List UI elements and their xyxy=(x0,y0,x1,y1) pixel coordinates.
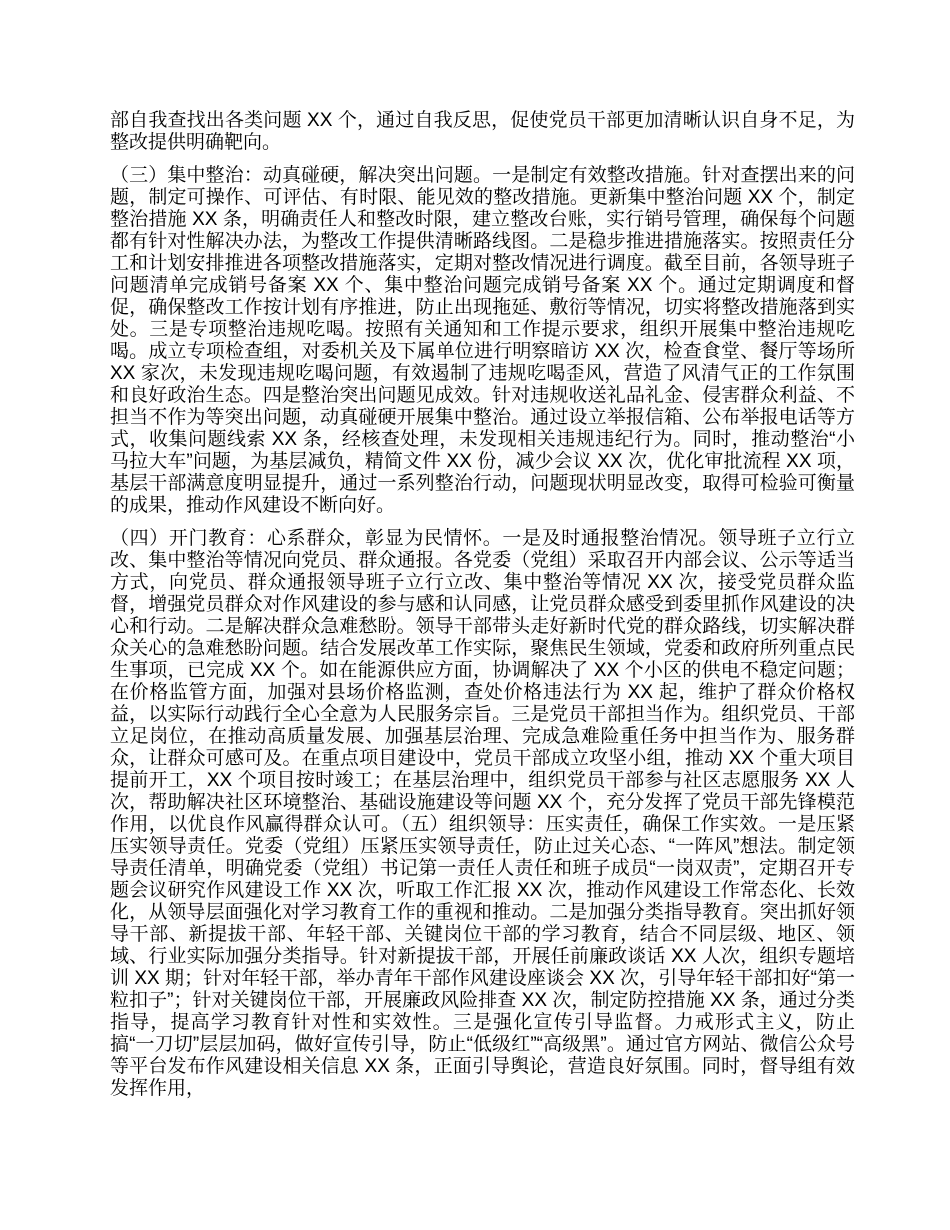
paragraph-section-3-concentrated-rectification: （三）集中整治：动真碰硬，解决突出问题。一是制定有效整改措施。针对查摆出来的问题，制定可操作、可评估、有时限、能见效的整改措施。更新集中整治问题 XX 个，制定整治措施 XX 条，明确责任人和整改时限，建立整改台账，实行销号管理，确保每个问题都有针对性解决办法，为整改工作提供清晰路线图。二是稳步推进措施落实。按照责任分工和计划安排推进各项整改措施落实，定期对整改情况进行调度。截至目前，各领导班子问题清单完成销号备案 XX 个、集中整治问题完成销号备案 XX 个。通过定期调度和督促，确保整改工作按计划有序推进，防止出现拖延、敷衍等情况，切实将整改措施落到实处。三是专项整治违规吃喝。按照有关通知和工作提示要求，组织开展集中整治违规吃喝。成立专项检查组，对委机关及下属单位进行明察暗访 XX 次，检查食堂、餐厅等场所 XX 家次，未发现违规吃喝问题，有效遏制了违规吃喝歪风，营造了风清气正的工作氛围和良好政治生态。四是整治突出问题见成效。针对违规收送礼品礼金、侵害群众利益、不担当不作为等突出问题，动真碰硬开展集中整治。通过设立举报信箱、公布举报电话等方式，收集问题线索 XX 条，经核查处理，未发现相关违规违纪行为。同时，推动整治“小马拉大车”问题，为基层减负，精简文件 XX 份，减少会议 XX 次，优化审批流程 XX 项，基层干部满意度明显提升，通过一系列整治行动，问题现状明显改变，取得可检验可衡量的成果，推动作风建设不断向好。 xyxy=(110,165,855,516)
paragraph-section-4-open-door-education: （四）开门教育：心系群众，彰显为民情怀。一是及时通报整治情况。领导班子立行立改、集中整治等情况向党员、群众通报。各党委（党组）采取召开内部会议、公示等适当方式，向党员、群众通报领导班子立行立改、集中整治等情况 XX 次，接受党员群众监督，增强党员群众对作风建设的参与感和认同感，让党员群众感受到委里抓作风建设的决心和行动。二是解决群众急难愁盼。领导干部带头走好新时代党的群众路线，切实解决群众关心的急难愁盼问题。结合发展改革工作实际，聚焦民生领域，党委和政府所列重点民生事项，已完成 XX 个。如在能源供应方面，协调解决了 XX 个小区的供电不稳定问题；在价格监管方面，加强对县场价格监测，查处价格违法行为 XX 起，维护了群众价格权益，以实际行动践行全心全意为人民服务宗旨。三是党员干部担当作为。组织党员、干部立足岗位，在推动高质量发展、加强基层治理、完成急难险重任务中担当作为、服务群众，让群众可感可及。在重点项目建设中，党员干部成立攻坚小组，推动 XX 个重大项目提前开工，XX 个项目按时竣工；在基层治理中，组织党员干部参与社区志愿服务 XX 人次，帮助解决社区环境整治、基础设施建设等问题 XX 个，充分发挥了党员干部先锋模范作用，以优良作风赢得群众认可。（五）组织领导：压实责任，确保工作实效。一是压紧压实领导责任。党委（党组）压紧压实领导责任，防止过关心态、“一阵风”想法。制定领导责任清单，明确党委（党组）书记第一责任人责任和班子成员“一岗双责”，定期召开专题会议研究作风建设工作 XX 次，听取工作汇报 XX 次，推动作风建设工作常态化、长效化，从领导层面强化对学习教育工作的重视和推动。二是加强分类指导教育。突出抓好领导干部、新提拔干部、年轻干部、关键岗位干部的学习教育，结合不同层级、地区、领域、行业实际加强分类指导。针对新提拔干部，开展任前廉政谈话 XX 人次，组织专题培训 XX 期；针对年轻干部，举办青年干部作风建设座谈会 XX 次，引导年轻干部扣好“第一粒扣子”；针对关键岗位干部，开展廉政风险排查 XX 次，制定防控措施 XX 条，通过分类指导，提高学习教育针对性和实效性。三是强化宣传引导监督。力戒形式主义，防止搞“一刀切”层层加码，做好宣传引导，防止“低级红”“高级黑”。通过官方网站、微信公众号等平台发布作风建设相关信息 XX 条，正面引导舆论，营造良好氛围。同时，督导组有效发挥作用， xyxy=(110,528,855,1099)
paragraph-continuation: 部自我查找出各类问题 XX 个，通过自我反思，促使党员干部更加清晰认识自身不足，为整改提供明确靶向。 xyxy=(110,110,855,153)
